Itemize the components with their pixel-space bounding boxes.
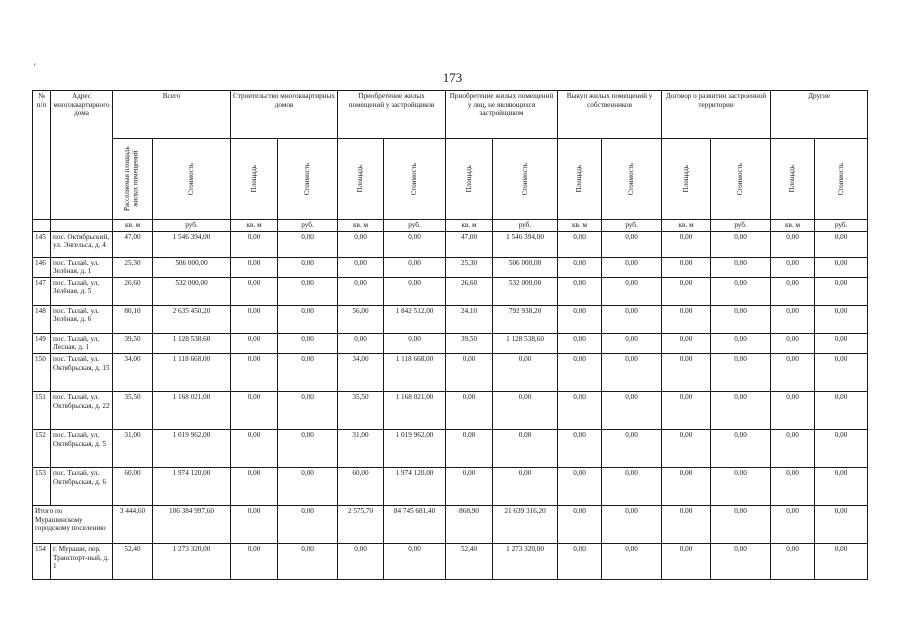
row-number: 153	[33, 467, 51, 505]
row-value: 31,00	[338, 429, 384, 467]
total-value: 84 745 681,40	[384, 505, 446, 543]
subheader-area: Площадь	[788, 165, 797, 193]
row-value: 0,00	[558, 429, 602, 467]
row-value: 0,00	[338, 231, 384, 257]
row-value: 1 546 394,00	[153, 231, 231, 257]
row-value: 0,00	[771, 353, 815, 391]
subheader-area: Площадь	[575, 165, 584, 193]
row-value: 47,00	[446, 231, 493, 257]
row-value: 0,00	[815, 543, 868, 579]
row-value: 0,00	[662, 543, 711, 579]
row-address: пос. Тылай, ул. Зелёная, д. 6	[51, 305, 113, 333]
row-value: 0,00	[771, 391, 815, 429]
row-value: 0,00	[446, 391, 493, 429]
row-number: 145	[33, 231, 51, 257]
row-value: 0,00	[815, 429, 868, 467]
unit-cell: кв. м	[338, 220, 384, 232]
unit-cell: руб.	[384, 220, 446, 232]
row-value: 2 635 450,20	[153, 305, 231, 333]
subheader-cost: Стоимость	[520, 162, 529, 196]
total-value: 0,00	[231, 505, 278, 543]
header-group-developers: Приобретение жилых помещений у застройщиков	[338, 91, 446, 139]
row-value: 0,00	[711, 231, 771, 257]
row-value: 0,00	[771, 277, 815, 305]
row-value: 0,00	[602, 391, 662, 429]
row-value: 0,00	[711, 429, 771, 467]
row-value: 0,00	[662, 391, 711, 429]
row-value: 0,00	[231, 333, 278, 353]
row-number: 146	[33, 257, 51, 277]
row-value: 0,00	[662, 429, 711, 467]
row-value: 0,00	[338, 543, 384, 579]
units-row	[33, 220, 868, 232]
row-value: 0,00	[815, 257, 868, 277]
row-value: 0,00	[558, 333, 602, 353]
row-value: 0,00	[384, 277, 446, 305]
row-value: 39,50	[446, 333, 493, 353]
row-value: 0,00	[558, 391, 602, 429]
row-value: 1 168 021,00	[384, 391, 446, 429]
row-address: пос. Тылай, ул. Октябрьская, д. 15	[51, 353, 113, 391]
header-address: Адрес многоквартирного дома	[51, 91, 113, 220]
subheader-cost: Стоимость	[736, 162, 745, 196]
total-value: 106 384 997,60	[153, 505, 231, 543]
row-value: 0,00	[711, 305, 771, 333]
unit-cell: руб.	[815, 220, 868, 232]
table-row	[33, 543, 868, 579]
header-group-other: Другие	[771, 91, 868, 139]
row-value: 506 000,00	[153, 257, 231, 277]
subheader-area: Площадь	[681, 165, 690, 193]
row-value: 0,00	[558, 467, 602, 505]
row-value: 1 974 120,00	[384, 467, 446, 505]
row-value: 0,00	[558, 543, 602, 579]
row-value: 0,00	[231, 305, 278, 333]
row-value: 0,00	[231, 353, 278, 391]
row-value: 1 273 320,00	[493, 543, 558, 579]
row-value: 0,00	[493, 391, 558, 429]
row-value: 0,00	[558, 353, 602, 391]
row-value: 792 938,20	[493, 305, 558, 333]
row-value: 0,00	[815, 305, 868, 333]
row-value: 60,00	[338, 467, 384, 505]
row-value: 1 168 021,00	[153, 391, 231, 429]
table-row	[33, 429, 868, 467]
row-value: 0,00	[711, 353, 771, 391]
row-value: 0,00	[384, 257, 446, 277]
subheader-cost: Стоимость	[187, 162, 196, 196]
row-number: 148	[33, 305, 51, 333]
row-value: 0,00	[771, 333, 815, 353]
row-value: 532 000,00	[153, 277, 231, 305]
table-row	[33, 277, 868, 305]
row-value: 0,00	[602, 333, 662, 353]
row-value: 0,00	[815, 231, 868, 257]
row-value: 0,00	[278, 257, 338, 277]
row-number: 152	[33, 429, 51, 467]
unit-cell: кв. м	[113, 220, 153, 232]
row-value: 0,00	[815, 467, 868, 505]
row-address: г. Мураши, пер. Транспорт-ный, д. 1	[51, 543, 113, 579]
total-value: 0,00	[711, 505, 771, 543]
page-number: 173	[442, 70, 463, 85]
total-value: 2 575,70	[338, 505, 384, 543]
unit-cell: руб.	[493, 220, 558, 232]
row-value: 25,30	[113, 257, 153, 277]
total-value: 0,00	[771, 505, 815, 543]
subheader-area: Площадь	[249, 165, 258, 193]
row-value: 0,00	[815, 277, 868, 305]
header-number: № п/п	[33, 91, 51, 220]
row-value: 0,00	[446, 429, 493, 467]
total-value: 0,00	[602, 505, 662, 543]
table-row	[33, 391, 868, 429]
row-value: 0,00	[602, 231, 662, 257]
unit-cell: кв. м	[231, 220, 278, 232]
row-value: 0,00	[384, 543, 446, 579]
table-row	[33, 467, 868, 505]
row-value: 0,00	[558, 257, 602, 277]
row-value: 1 546 394,00	[493, 231, 558, 257]
header-group-non-developers: Приобретение жилых помещений у лиц, не являющихся застройщиком	[446, 91, 558, 139]
row-address: пос. Тылай, ул. Октябрьская, д. 6	[51, 467, 113, 505]
unit-cell: кв. м	[558, 220, 602, 232]
row-value: 0,00	[662, 353, 711, 391]
total-row	[33, 505, 868, 543]
total-value: 3 444,60	[113, 505, 153, 543]
row-value: 0,00	[815, 391, 868, 429]
row-value: 0,00	[558, 277, 602, 305]
row-value: 35,50	[338, 391, 384, 429]
total-value: 0,00	[558, 505, 602, 543]
row-value: 0,00	[711, 257, 771, 277]
row-value: 80,10	[113, 305, 153, 333]
table-row	[33, 333, 868, 353]
total-value: 0,00	[278, 505, 338, 543]
row-value: 0,00	[662, 257, 711, 277]
row-value: 0,00	[384, 333, 446, 353]
row-value: 24,10	[446, 305, 493, 333]
row-value: 0,00	[771, 305, 815, 333]
total-value: 0,00	[815, 505, 868, 543]
row-value: 0,00	[602, 305, 662, 333]
row-value: 60,00	[113, 467, 153, 505]
row-value: 1 974 120,00	[153, 467, 231, 505]
row-address: пос. Тылай, ул. Лесная, д. 1	[51, 333, 113, 353]
subheader-resettled-area: Расселяемая площадь жилых помещений	[122, 146, 140, 212]
header-group-development-agreement: Договор о развитии застроенной территории	[662, 91, 771, 139]
row-value: 1 128 538,60	[153, 333, 231, 353]
row-value: 0,00	[493, 353, 558, 391]
row-value: 34,00	[338, 353, 384, 391]
header-group-total: Всего	[113, 91, 231, 139]
unit-cell: кв. м	[662, 220, 711, 232]
row-value: 0,00	[602, 543, 662, 579]
row-value: 0,00	[662, 467, 711, 505]
row-value: 0,00	[602, 429, 662, 467]
subheader-area: Площадь	[464, 165, 473, 193]
table-row	[33, 305, 868, 333]
row-value: 52,40	[446, 543, 493, 579]
row-value: 0,00	[771, 467, 815, 505]
table-row	[33, 353, 868, 391]
row-value: 0,00	[602, 257, 662, 277]
row-value: 1 019 962,00	[153, 429, 231, 467]
row-value: 0,00	[771, 257, 815, 277]
header-group-buyout: Выкуп жилых помещений у собственников	[558, 91, 662, 139]
row-value: 31,00	[113, 429, 153, 467]
row-value: 0,00	[338, 257, 384, 277]
row-value: 0,00	[278, 353, 338, 391]
unit-cell: руб.	[278, 220, 338, 232]
row-value: 0,00	[338, 333, 384, 353]
row-value: 0,00	[771, 543, 815, 579]
row-value: 1 128 538,60	[493, 333, 558, 353]
row-value: 0,00	[231, 257, 278, 277]
row-value: 0,00	[231, 543, 278, 579]
row-value: 0,00	[278, 231, 338, 257]
housing-table	[32, 90, 868, 580]
row-value: 34,00	[113, 353, 153, 391]
row-value: 1 273 320,00	[153, 543, 231, 579]
row-address: пос. Тылай, ул. Зелёная, д. 1	[51, 257, 113, 277]
row-number: 150	[33, 353, 51, 391]
row-value: 0,00	[446, 467, 493, 505]
row-address: пос. Тылай, ул. Зелёная, д. 5	[51, 277, 113, 305]
row-value: 0,00	[446, 353, 493, 391]
unit-cell: руб.	[153, 220, 231, 232]
row-number: 154	[33, 543, 51, 579]
unit-cell: кв. м	[446, 220, 493, 232]
header-group-construction: Строительство многоквартирных домов	[231, 91, 338, 139]
unit-cell: руб.	[602, 220, 662, 232]
total-label: Итого по Мурашинскому городскому поселению	[33, 505, 113, 543]
row-address: пос. Тылай, ул. Октябрьская, д. 5	[51, 429, 113, 467]
row-number: 151	[33, 391, 51, 429]
row-value: 0,00	[662, 277, 711, 305]
row-value: 0,00	[278, 305, 338, 333]
row-value: 506 000,00	[493, 257, 558, 277]
row-value: 0,00	[711, 333, 771, 353]
row-value: 0,00	[711, 543, 771, 579]
row-value: 47,00	[113, 231, 153, 257]
row-value: 0,00	[231, 467, 278, 505]
row-number: 147	[33, 277, 51, 305]
row-address: пос. Тылай, ул. Октябрьская, д. 22	[51, 391, 113, 429]
total-value: 0,00	[662, 505, 711, 543]
row-value: 0,00	[231, 231, 278, 257]
row-value: 0,00	[278, 277, 338, 305]
row-value: 0,00	[558, 231, 602, 257]
unit-cell: руб.	[711, 220, 771, 232]
row-value: 25,30	[446, 257, 493, 277]
row-value: 0,00	[493, 429, 558, 467]
row-value: 0,00	[278, 391, 338, 429]
row-value: 0,00	[711, 391, 771, 429]
row-value: 0,00	[278, 333, 338, 353]
row-value: 0,00	[558, 305, 602, 333]
table-row	[33, 257, 868, 277]
row-value: 0,00	[384, 231, 446, 257]
subheader-cost: Стоимость	[627, 162, 636, 196]
row-value: 1 118 668,00	[153, 353, 231, 391]
row-value: 0,00	[338, 277, 384, 305]
row-value: 0,00	[602, 467, 662, 505]
row-value: 0,00	[278, 429, 338, 467]
row-value: 0,00	[662, 333, 711, 353]
row-value: 0,00	[493, 467, 558, 505]
row-value: 0,00	[231, 277, 278, 305]
unit-cell: кв. м	[771, 220, 815, 232]
table-row	[33, 231, 868, 257]
row-value: 532 000,00	[493, 277, 558, 305]
row-value: 0,00	[771, 231, 815, 257]
row-value: 0,00	[662, 231, 711, 257]
row-value: 35,50	[113, 391, 153, 429]
row-address: пос. Октябрьский, ул. Энгельса, д. 4	[51, 231, 113, 257]
row-value: 0,00	[278, 543, 338, 579]
subheader-cost: Стоимость	[836, 162, 845, 196]
subheader-cost: Стоимость	[303, 162, 312, 196]
row-value: 0,00	[711, 467, 771, 505]
subheader-area: Площадь	[356, 165, 365, 193]
row-value: 52,40	[113, 543, 153, 579]
total-value: 868,90	[446, 505, 493, 543]
row-value: 26,60	[113, 277, 153, 305]
subheader-cost: Стоимость	[410, 162, 419, 196]
row-value: 1 019 962,00	[384, 429, 446, 467]
row-value: 0,00	[815, 333, 868, 353]
row-value: 0,00	[815, 353, 868, 391]
row-value: 0,00	[278, 467, 338, 505]
row-number: 149	[33, 333, 51, 353]
row-value: 0,00	[602, 277, 662, 305]
row-value: 0,00	[711, 277, 771, 305]
row-value: 0,00	[662, 305, 711, 333]
row-value: 1 842 512,00	[384, 305, 446, 333]
row-value: 0,00	[231, 391, 278, 429]
row-value: 0,00	[771, 429, 815, 467]
row-value: 0,00	[231, 429, 278, 467]
row-value: 39,50	[113, 333, 153, 353]
total-value: 21 639 316,20	[493, 505, 558, 543]
margin-mark: '	[34, 62, 36, 72]
row-value: 26,60	[446, 277, 493, 305]
row-value: 0,00	[602, 353, 662, 391]
row-value: 1 118 668,00	[384, 353, 446, 391]
row-value: 56,00	[338, 305, 384, 333]
